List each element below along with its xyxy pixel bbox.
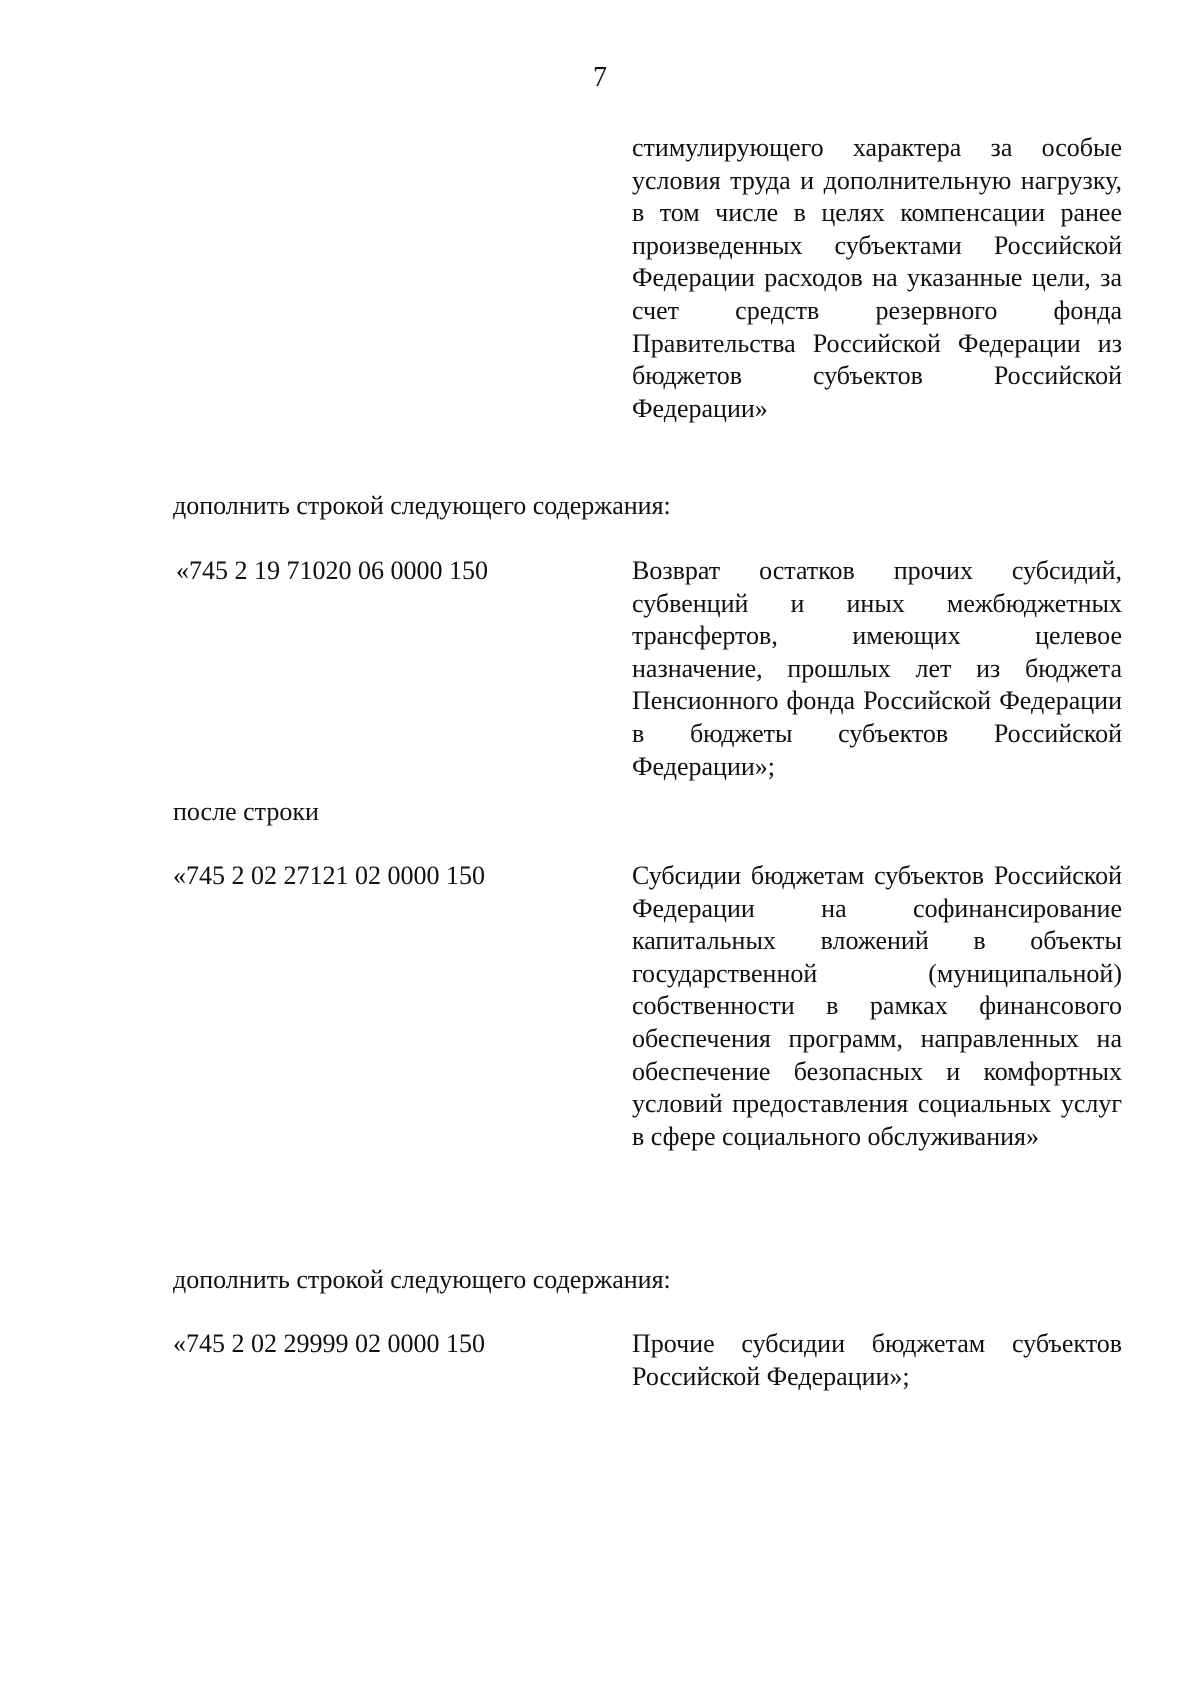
- budget-code-1: «745 2 19 71020 06 0000 150: [176, 556, 488, 585]
- budget-description-2: Субсидии бюджетам субъектов Российской Федерации на софинансирование капитальных вложений в объекты государственной (муниципальной) собственности в рамках финансового обеспечения программ, направленных на обеспечение безопасных и комфортных условий предоставления социальных услуг в сфере социального обслуживания»: [632, 861, 1122, 1151]
- instruction-add-row-1: дополнить строкой следующего содержания:: [173, 491, 671, 520]
- budget-code-3: «745 2 02 29999 02 0000 150: [173, 1329, 485, 1358]
- budget-description-1: Возврат остатков прочих субсидий, субвенций и иных межбюджетных трансфертов, имеющих целевое назначение, прошлых лет из бюджета Пенсионного фонда Российской Федерации в бюджеты субъектов Российской Федерации»;: [632, 556, 1122, 781]
- budget-code-2: «745 2 02 27121 02 0000 150: [173, 861, 485, 890]
- budget-description-3: Прочие субсидии бюджетам субъектов Российской Федерации»;: [632, 1329, 1122, 1391]
- continuation-text: стимулирующего характера за особые условия труда и дополнительную нагрузку, в том числе в целях компенсации ранее произведенных субъектами Российской Федерации расходов на указанные цели, за счет средств резервного фонда Правительства Российской Федерации из бюджетов субъектов Российской Федерации»: [632, 133, 1122, 423]
- instruction-add-row-2: дополнить строкой следующего содержания:: [173, 1265, 671, 1294]
- page-number: 7: [593, 62, 607, 93]
- instruction-after-row: после строки: [173, 797, 319, 826]
